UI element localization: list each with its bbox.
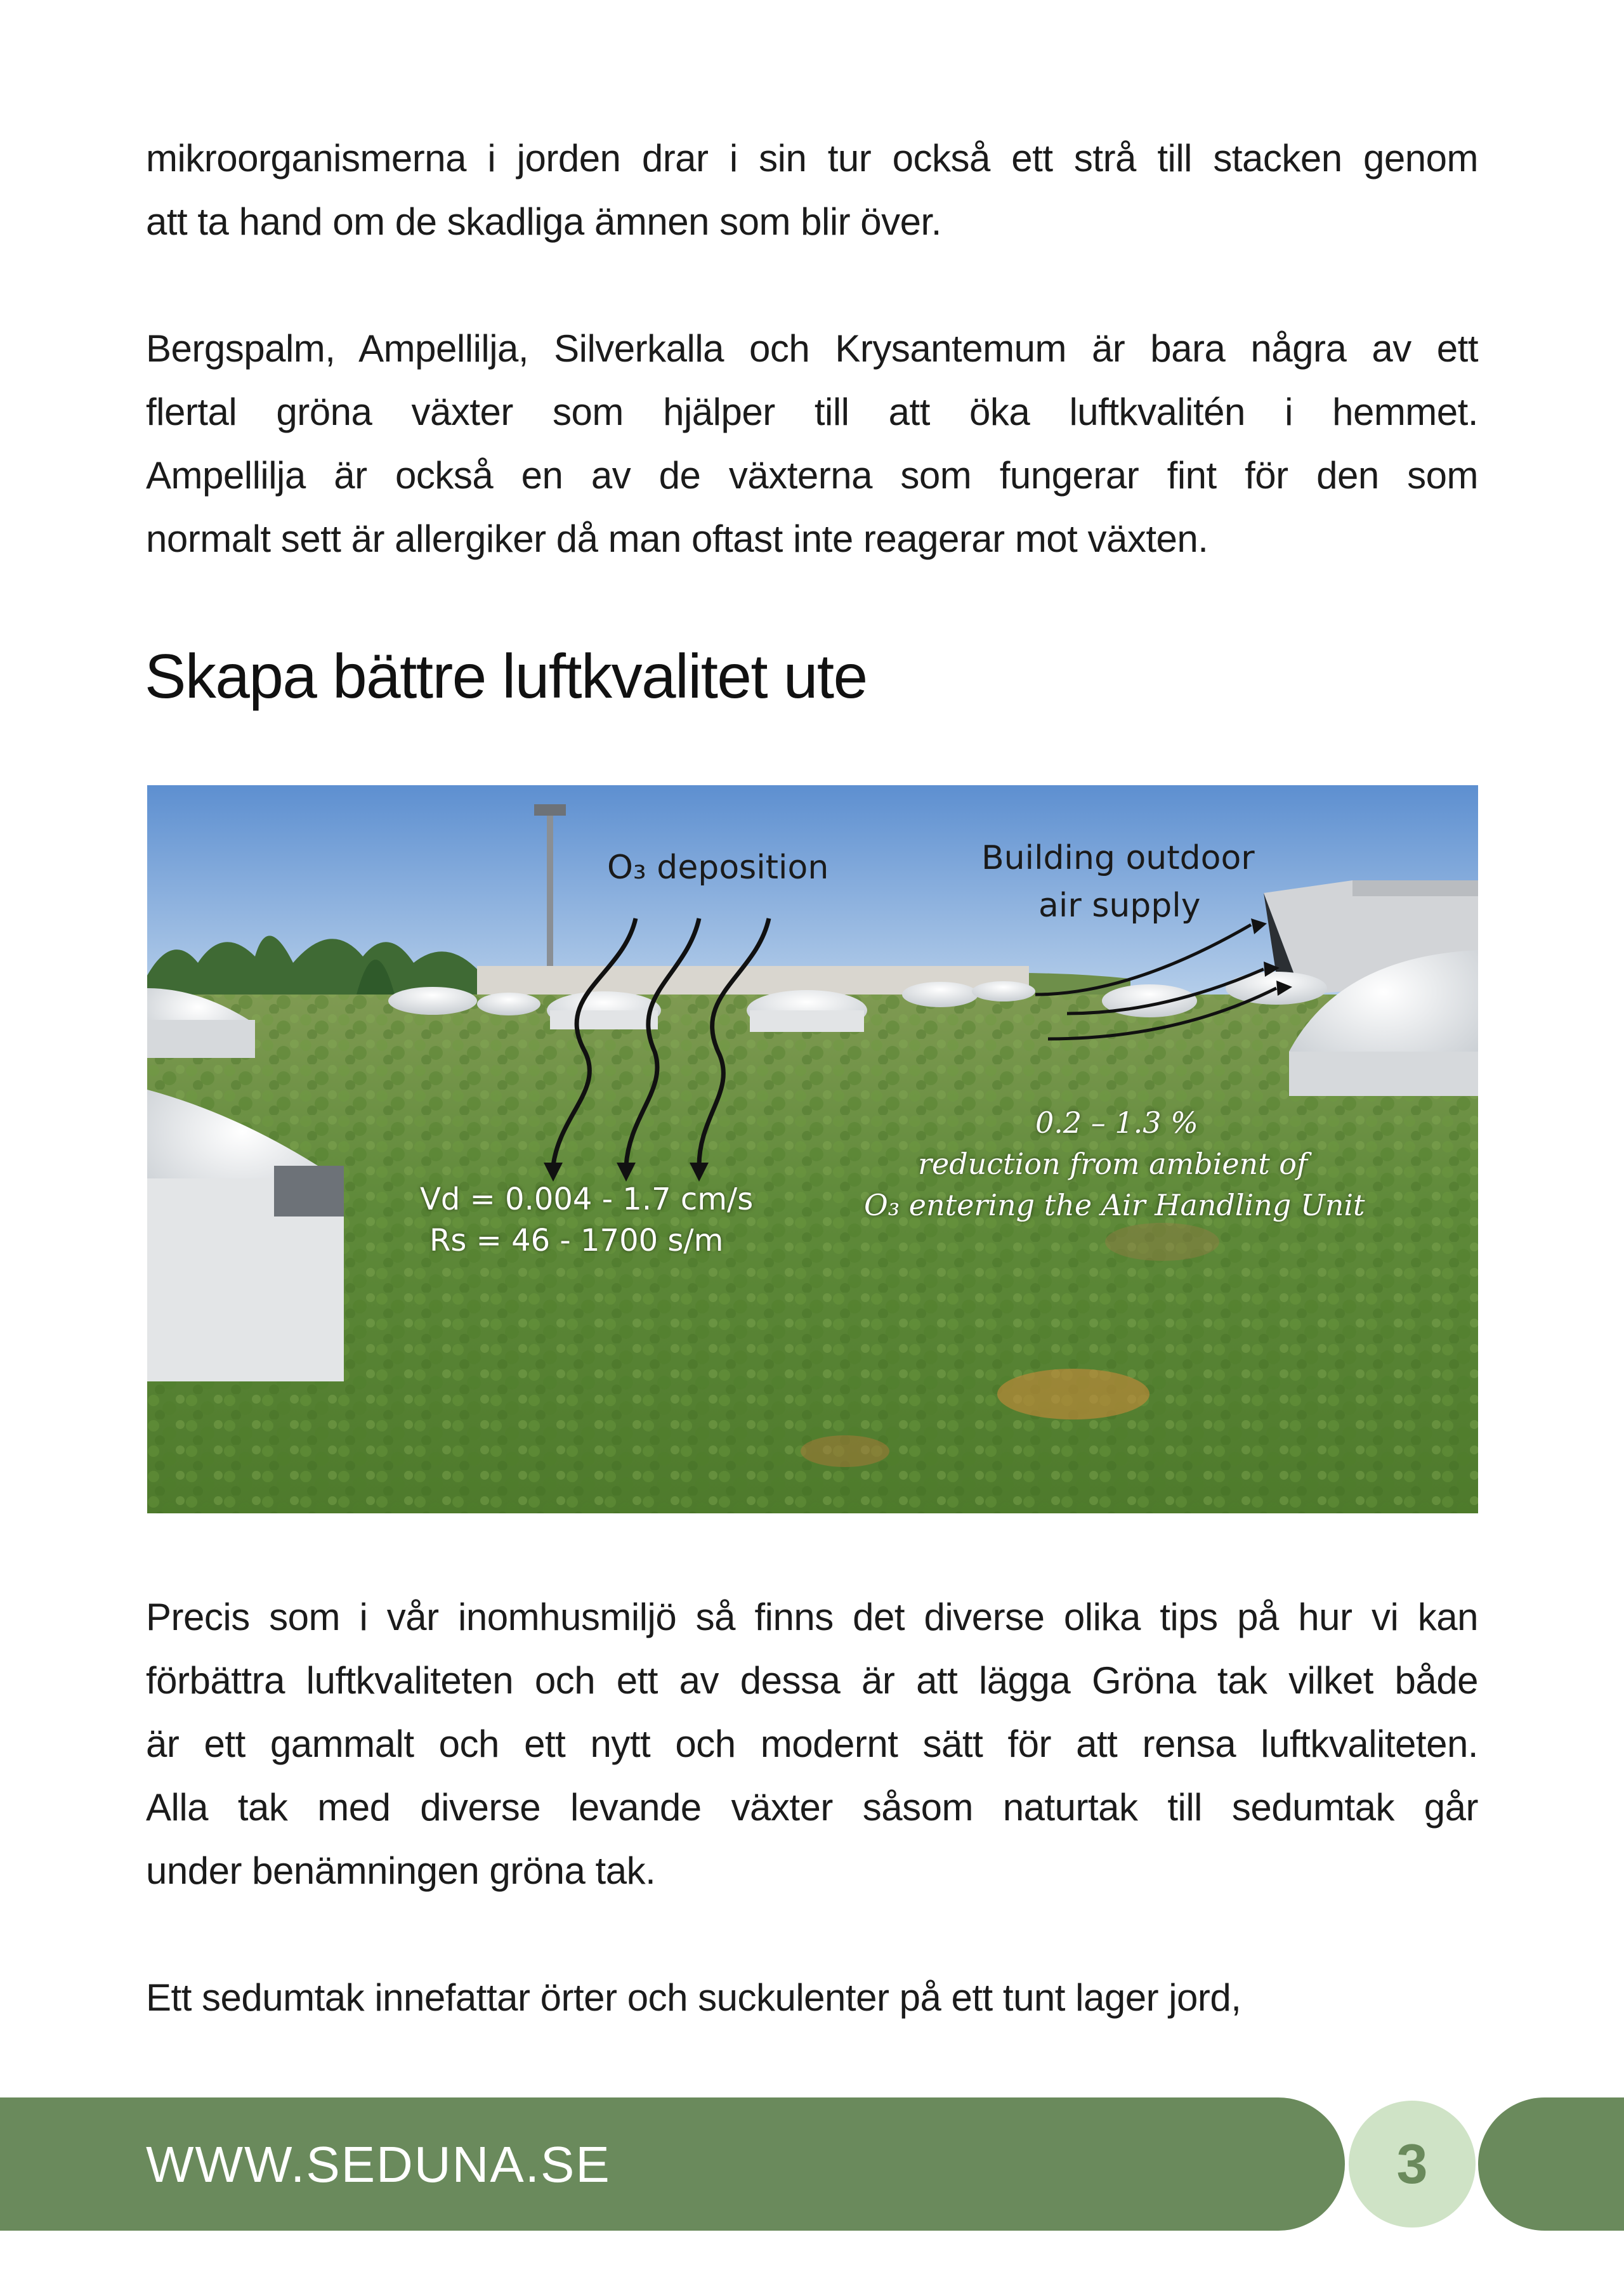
text-line: flertal gröna växter som hjälper till att öka luftkvalitén i hemmet. [146,391,1478,433]
photo-label-deposition: O₃ deposition [607,849,829,887]
text-line: Alla tak med diverse levande växter såsom naturtak till sedumtak går [146,1786,1478,1829]
paragraph-sedum-roof [146,1966,1478,2030]
photo-label-vd: Vd = 0.004 - 1.7 cm/s [420,1182,754,1217]
text-line: Ampellilja är också en av de växterna som fungerar fint för den som [146,454,1478,497]
footer-tail-shape [1478,2097,1624,2231]
text-line: Ett sedumtak innefattar örter och suckulenter på ett tunt lager jord, [146,1976,1241,2019]
text-line: mikroorganismerna i jorden drar i sin tur också ett strå till stacken genom [146,137,1478,179]
page-number: 3 [1396,2132,1428,2195]
green-roof-photo [147,785,1478,1513]
photo-label-supply-line2: air supply [1038,887,1201,925]
photo-label-reduction-line2: O₃ entering the Air Handling Unit [864,1188,1365,1222]
text-line: att ta hand om de skadliga ämnen som blir över. [146,200,941,243]
photo-label-supply-line1: Building outdoor [981,839,1255,877]
photo-label-percent: 0.2 – 1.3 % [1035,1106,1198,1140]
text-line: förbättra luftkvaliteten och ett av dessa är att lägga Gröna tak vilket både [146,1659,1478,1702]
section-heading: Skapa bättre luftkvalitet ute [145,641,867,711]
paragraph-indoor-plants [146,317,1478,571]
text-line: under benämningen gröna tak. [146,1849,656,1892]
photo-label-rs: Rs = 46 - 1700 s/m [429,1223,724,1258]
footer-website-link[interactable]: WWW.SEDUNA.SE [146,2136,611,2193]
page-number-badge [1349,2101,1476,2228]
paragraph-green-roofs [146,1586,1478,1903]
photo-label-reduction-line1: reduction from ambient of [918,1147,1308,1181]
text-line: Precis som i vår inomhusmiljö så finns det diverse olika tips på hur vi kan [146,1596,1478,1638]
text-line: normalt sett är allergiker då man oftast inte reagerar mot växten. [146,518,1208,560]
text-line: Bergspalm, Ampellilja, Silverkalla och Krysantemum är bara några av ett [146,327,1478,370]
paragraph-intro-continuation [146,127,1478,254]
text-line: är ett gammalt och ett nytt och modernt sätt för att rensa luftkvaliteten. [146,1723,1478,1765]
